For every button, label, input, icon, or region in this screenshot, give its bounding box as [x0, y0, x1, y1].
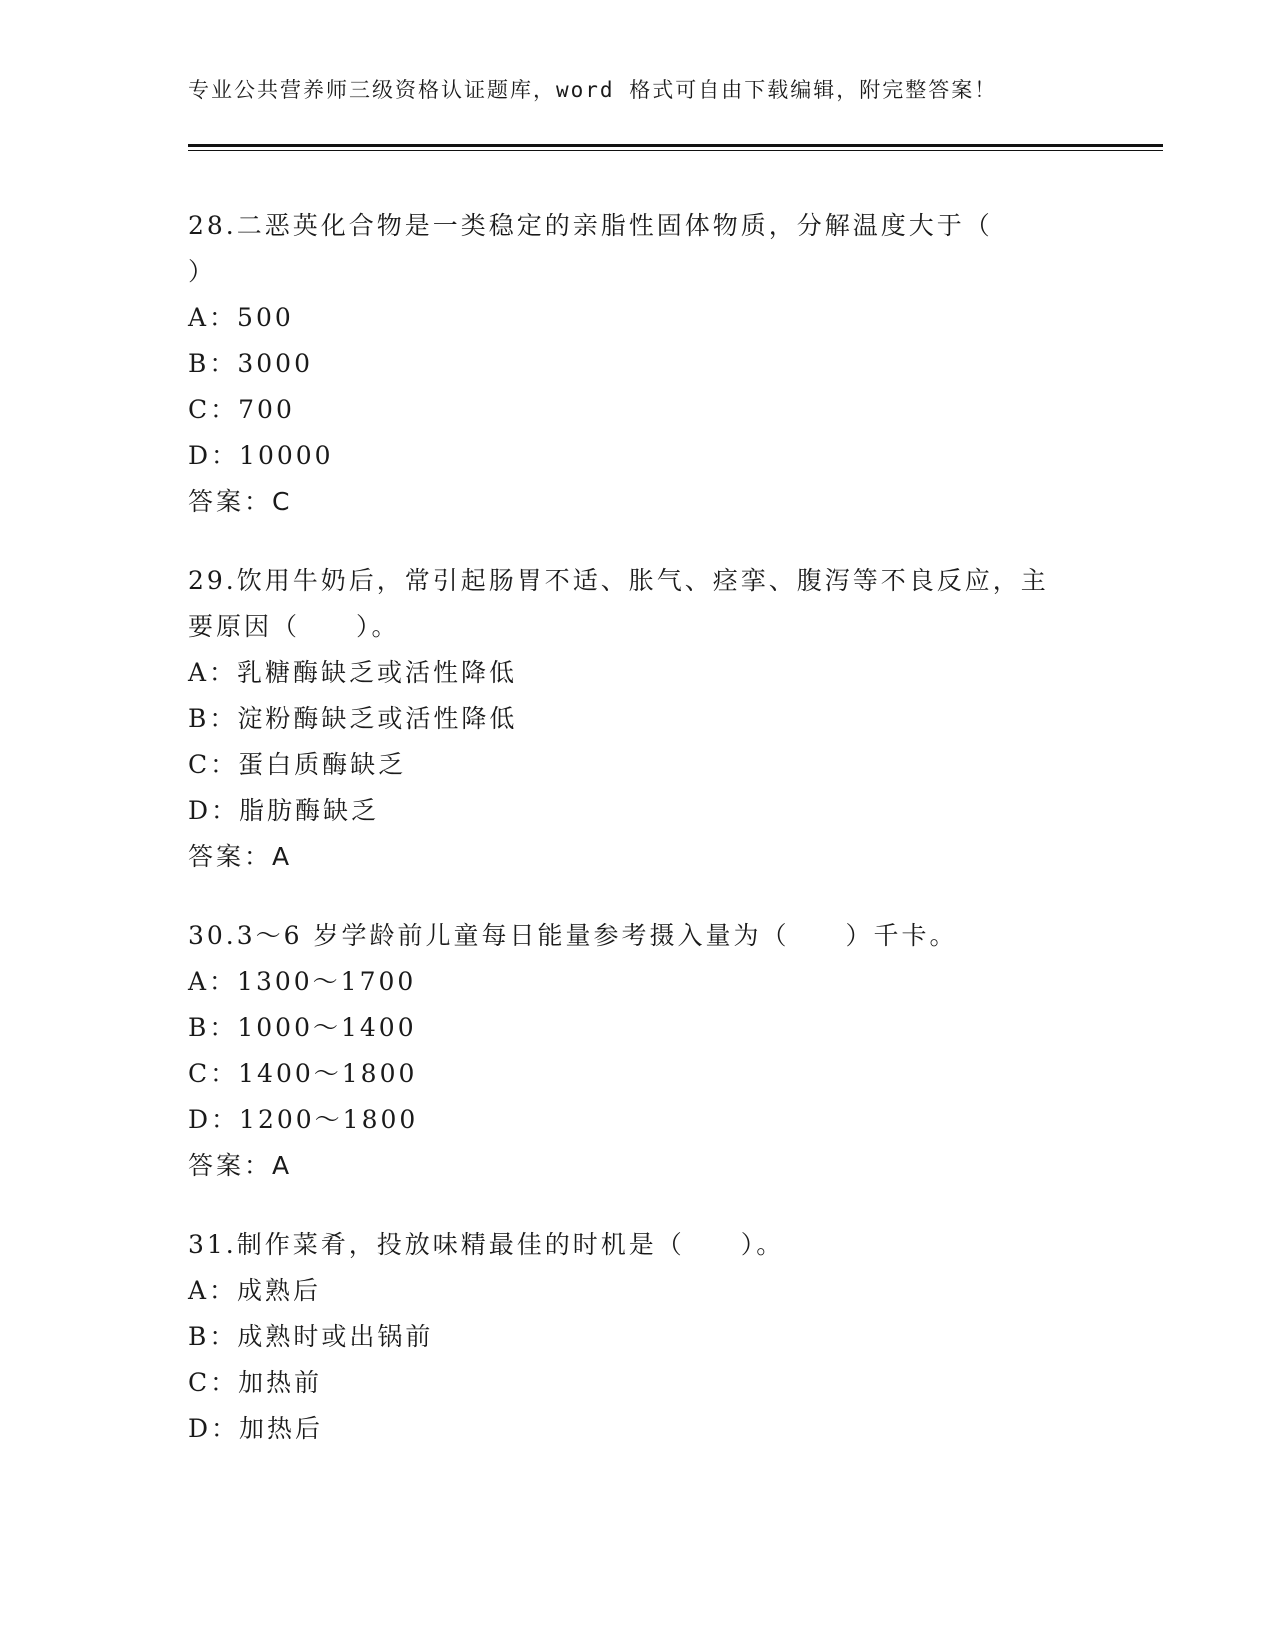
question-stem-line: 28.二恶英化合物是一类稳定的亲脂性固体物质，分解温度大于（	[188, 211, 993, 240]
question-stem-line: ）	[188, 257, 217, 286]
answer-option: C：700	[188, 395, 295, 424]
answer-option: C：加热前	[188, 1368, 323, 1397]
correct-answer: 答案：A	[188, 842, 293, 871]
question-block	[188, 1222, 1088, 1452]
question-stem-line: 要原因（ ）。	[188, 612, 400, 641]
answer-option: B：1000～1400	[188, 1013, 417, 1042]
answer-option: D：脂肪酶缺乏	[188, 796, 380, 825]
question-block	[188, 913, 1088, 1189]
correct-answer: 答案：A	[188, 1151, 293, 1180]
answer-option: D：1200～1800	[188, 1105, 419, 1134]
answer-option: D：加热后	[188, 1414, 324, 1443]
correct-answer: 答案：C	[188, 487, 293, 516]
answer-option: C：1400～1800	[188, 1059, 418, 1088]
answer-option: A：1300～1700	[188, 967, 417, 996]
answer-option: A：500	[188, 303, 294, 332]
answer-option: C：蛋白质酶缺乏	[188, 750, 407, 779]
question-stem-line: 29.饮用牛奶后，常引起肠胃不适、胀气、痉挛、腹泻等不良反应，主	[188, 566, 1049, 595]
question-list	[188, 203, 1088, 1485]
question-stem-line: 31.制作菜肴，投放味精最佳的时机是（ ）。	[188, 1230, 785, 1259]
question-block	[188, 203, 1088, 525]
answer-option: B：成熟时或出锅前	[188, 1322, 434, 1351]
answer-option: D：10000	[188, 441, 334, 470]
question-stem-line: 30.3～6 岁学龄前儿童每日能量参考摄入量为（ ）千卡。	[188, 921, 958, 950]
page-header: 专业公共营养师三级资格认证题库，word 格式可自由下载编辑，附完整答案！	[188, 78, 998, 102]
question-block	[188, 558, 1088, 880]
header-divider-thin	[188, 150, 1163, 151]
answer-option: B：淀粉酶缺乏或活性降低	[188, 704, 518, 733]
answer-option: B：3000	[188, 349, 313, 378]
header-divider-thick	[188, 144, 1163, 147]
answer-option: A：成熟后	[188, 1276, 322, 1305]
answer-option: A：乳糖酶缺乏或活性降低	[188, 658, 518, 687]
